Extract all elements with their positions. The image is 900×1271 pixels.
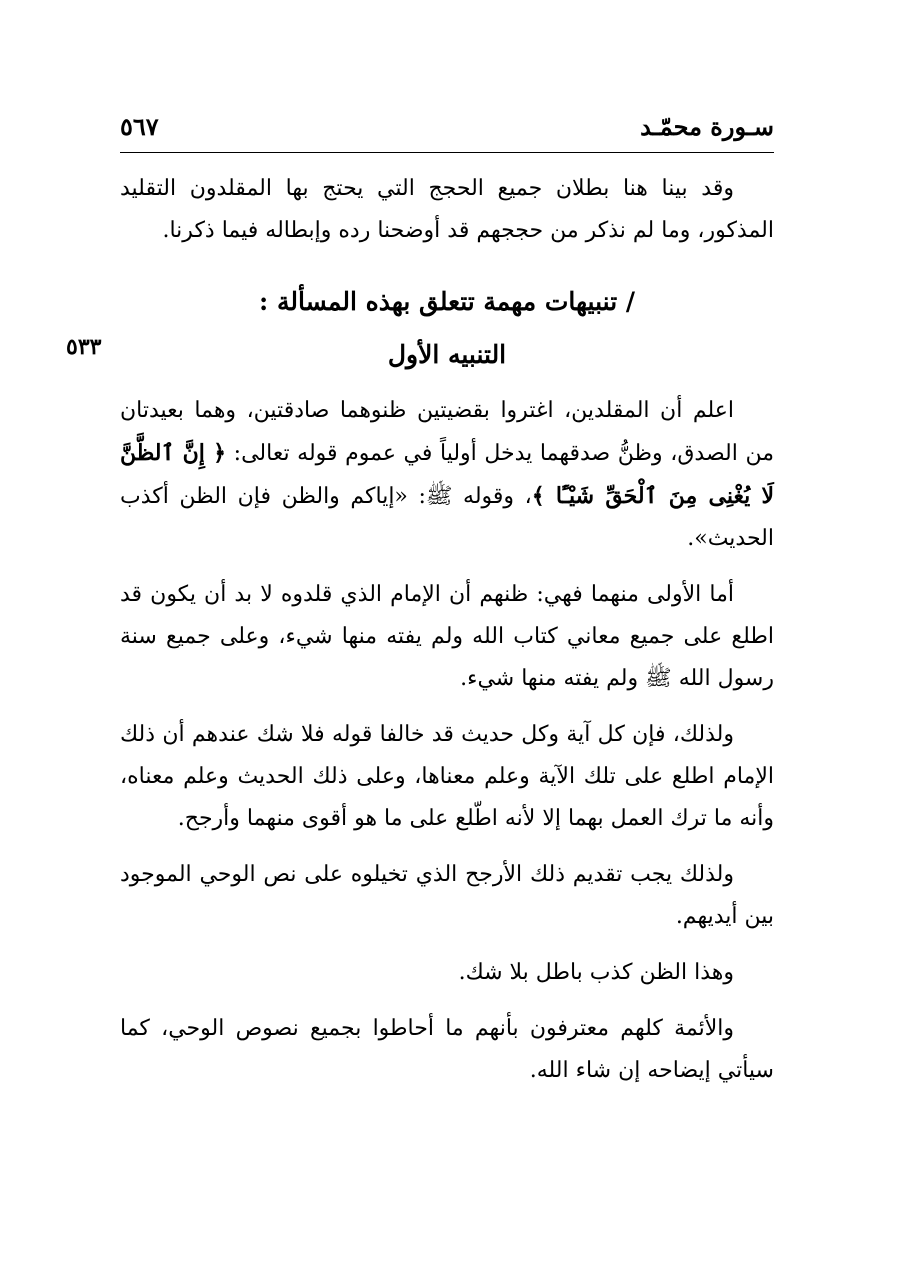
section-heading: / تنبيهات مهمة تتعلق بهذه المسألة : <box>259 287 635 316</box>
page-number: ٥٦٧ <box>120 112 159 141</box>
paragraph: ولذلك يجب تقديم ذلك الأرجح الذي تخيلوه على نص الوحي الموجود بين أيديهم. <box>120 862 774 929</box>
paragraph <box>120 390 774 560</box>
page-body <box>120 168 774 1106</box>
paragraph: وقد بينا هنا بطلان جميع الحجج التي يحتج بها المقلدون التقليد المذكور، وما لم نذكر من حججهم قد أوضحنا رده وإبطاله فيما ذكرنا. <box>120 176 774 243</box>
paragraph: أما الأولى منهما فهي: ظنهم أن الإمام الذي قلدوه لا بد أن يكون قد اطلع على جميع معاني كتاب الله ولم يفته منها شيء، وعلى جميع سنة رسول الله ﷺ ولم يفته منها شيء. <box>120 582 774 691</box>
quran-verse: ﴿ إِنَّ ٱلظَّنَّ لَا يُغْنِى مِنَ ٱلْحَقِّ شَيْـًٔا ﴾ <box>120 440 775 509</box>
running-header <box>120 112 774 153</box>
surah-title: سـورة محمّـد <box>640 112 774 141</box>
paragraph-text: ، وقوله ﷺ: «إياكم والظن فإن الظن أكذب الحديث». <box>120 484 774 551</box>
paragraph: وهذا الظن كذب باطل بلا شك. <box>458 960 734 985</box>
paragraph-text: اعلم أن المقلدين، اغتروا بقضيتين ظنوهما صادقتين، وهما بعيدتان من الصدق، وظنُّ صدقهما يدخل أولياً في عموم قوله تعالى: <box>120 398 775 466</box>
paragraph: ولذلك، فإن كل آية وكل حديث قد خالفا قوله فلا شك عندهم أن ذلك الإمام اطلع على تلك الآية وعلم معناها، وعلى ذلك الحديث وعلم معناه، وأنه ما ترك العمل بهما إلا لأنه اطّلع على ما هو أقوى منهما وأرجح. <box>120 722 774 831</box>
paragraph: والأئمة كلهم معترفون بأنهم ما أحاطوا بجميع نصوص الوحي، كما سيأتي إيضاحه إن شاء الله. <box>120 1016 774 1083</box>
margin-page-reference: ٥٣٣ <box>66 334 102 360</box>
subsection-heading: التنبيه الأول <box>387 340 507 369</box>
